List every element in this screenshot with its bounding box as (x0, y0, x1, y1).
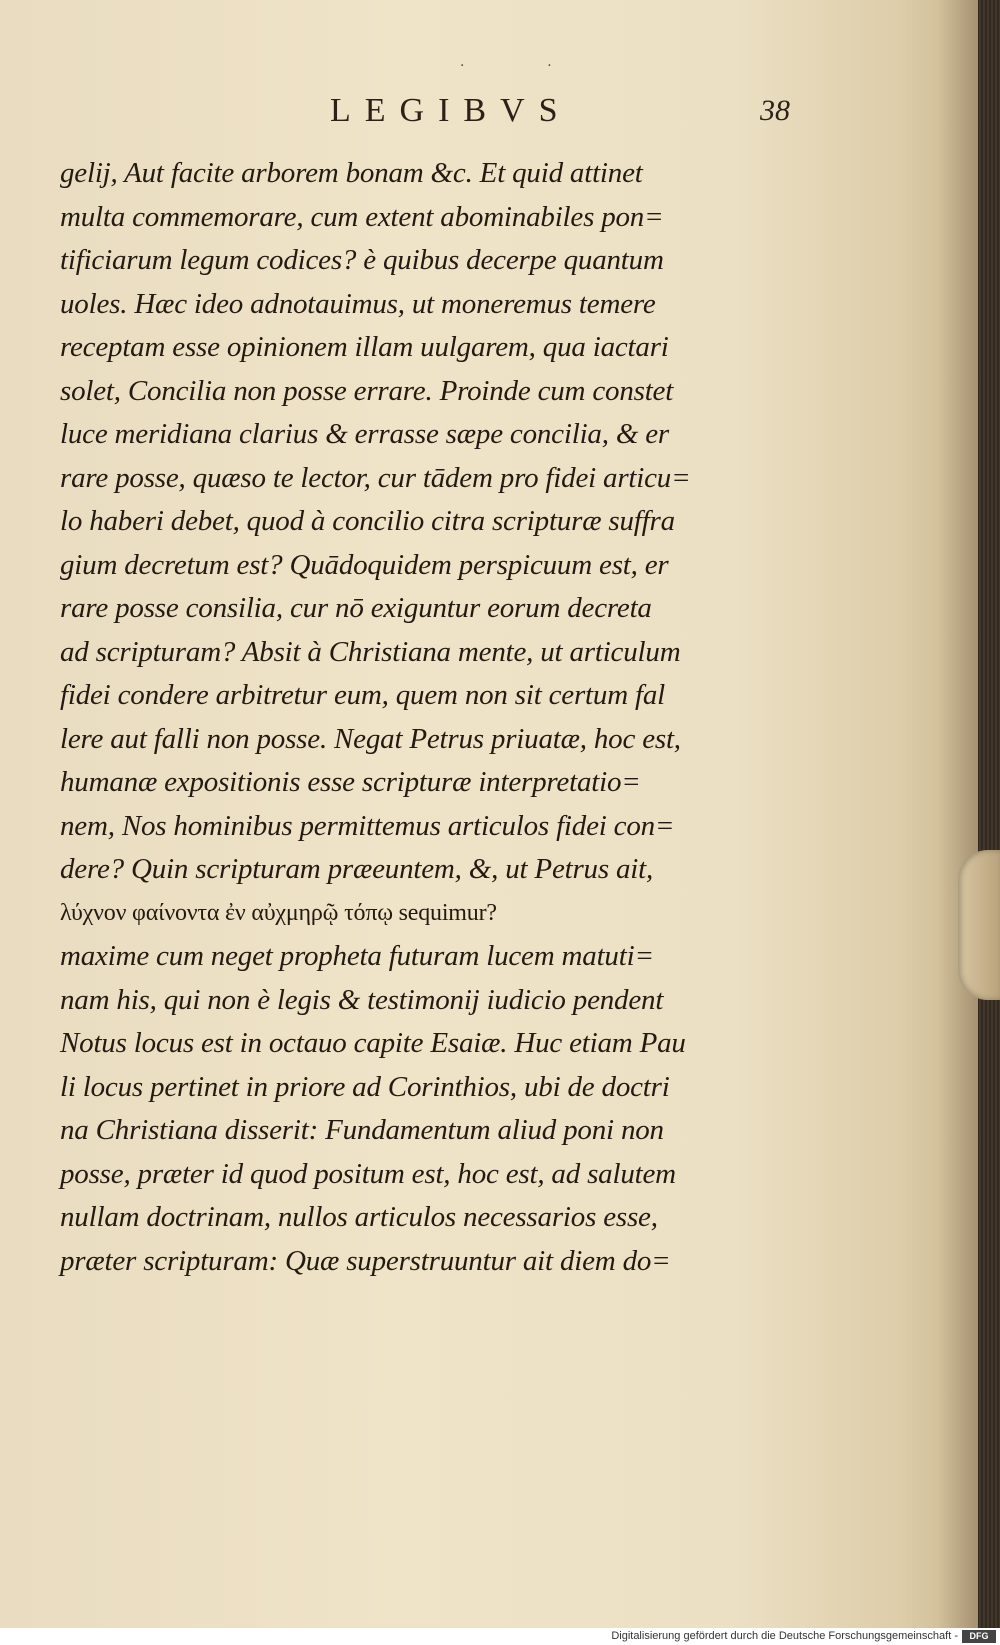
footer-strip (0, 1628, 1000, 1645)
text-block (60, 152, 775, 1283)
text-line: Notus locus est in octauo capite Esaiæ. Huc etiam Pau (60, 1027, 686, 1059)
page-edge-shadow (938, 0, 978, 1628)
text-line: na Christiana disserit: Fundamentum aliud poni non (60, 1114, 664, 1146)
top-marks: · · (460, 58, 592, 74)
text-line: nem, Nos hominibus permittemus articulos fidei con= (60, 809, 675, 842)
text-line: gelij, Aut facite arborem bonam &c. Et quid attinet (60, 157, 643, 189)
page-stack-edge (978, 0, 1000, 1628)
text-line: nullam doctrinam, nullos articulos necessarios esse, (60, 1201, 658, 1233)
text-line: ad scripturam? Absit à Christiana mente, ut articulum (60, 635, 681, 668)
text-line: præter scripturam: Quæ superstruuntur ait diem do= (60, 1244, 671, 1277)
text-line: posse, præter id quod positum est, hoc est, ad salutem (60, 1157, 676, 1190)
text-line: maxime cum neget propheta futuram lucem matuti= (60, 940, 654, 972)
text-line: rare posse, quæso te lector, cur tādem pro fidei articu= (60, 461, 691, 494)
thumb-tab (958, 850, 1000, 1000)
greek-text-line: λύχνον φαίνοντα ἐν αὐχμηρῷ τόπῳ sequimur? (60, 899, 497, 926)
text-line: lo haberi debet, quod à concilio citra scripturæ suffra (60, 505, 675, 537)
text-line: lere aut falli non posse. Negat Petrus priuatæ, hoc est, (60, 722, 681, 755)
text-line: li locus pertinet in priore ad Corinthios, ubi de doctri (60, 1070, 670, 1103)
running-head: LEGIBVS (330, 92, 572, 129)
text-line: nam his, qui non è legis & testimonij iudicio pendent (60, 983, 664, 1016)
dfg-logo-icon: DFG (962, 1630, 996, 1643)
folio-number: 38 (760, 94, 790, 127)
text-line: luce meridiana clarius & errasse sæpe concilia, & er (60, 418, 669, 450)
text-line: tificiarum legum codices? è quibus decerpe quantum (60, 244, 664, 276)
text-line: multa commemorare, cum extent abominabiles pon= (60, 200, 664, 233)
text-line: solet, Concilia non posse errare. Proinde cum constet (60, 374, 674, 407)
footer-credit: Digitalisierung gefördert durch die Deutsche Forschungsgemeinschaft - (611, 1630, 958, 1642)
text-line: rare posse consilia, cur nō exiguntur eorum decreta (60, 592, 652, 624)
text-line: receptam esse opinionem illam uulgarem, qua iactari (60, 331, 669, 363)
text-line: dere? Quin scripturam præeuntem, &, ut Petrus ait, (60, 853, 654, 885)
text-line: fidei condere arbitretur eum, quem non sit certum fal (60, 679, 666, 711)
text-line: humanæ expositionis esse scripturæ interpretatio= (60, 766, 641, 798)
text-line: uoles. Hæc ideo adnotauimus, ut moneremus temere (60, 287, 656, 320)
text-line: gium decretum est? Quādoquidem perspicuum est, er (60, 548, 669, 581)
